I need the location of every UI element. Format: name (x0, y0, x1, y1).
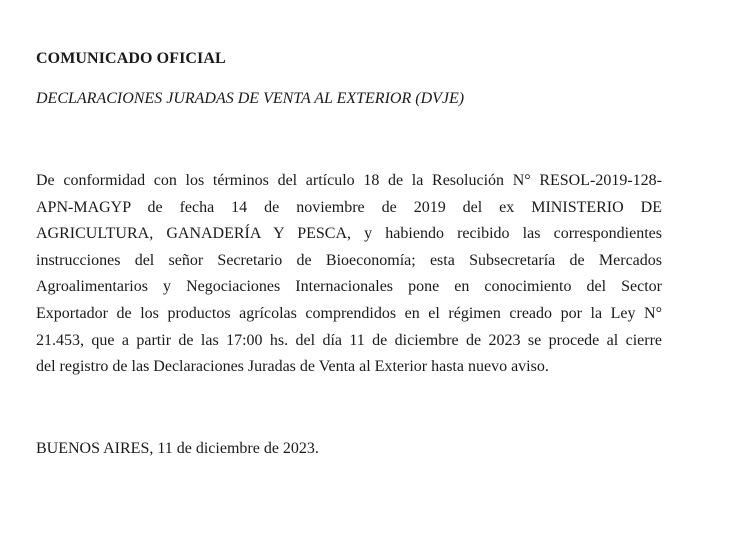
body-line: APN-MAGYP de fecha 14 de noviembre de 2019 del ex MINISTERIO DE (36, 198, 662, 216)
body-line: 21.453, que a partir de las 17:00 hs. del día 11 de diciembre de 2023 se procede al cierre (36, 331, 662, 349)
body-line: instrucciones del señor Secretario de Bioeconomía; esta Subsecretaría de Mercados (36, 251, 662, 269)
place-date: BUENOS AIRES, 11 de diciembre de 2023. (36, 440, 319, 457)
body-line: Agroalimentarios y Negociaciones Internacionales pone en conocimiento del Sector (36, 278, 662, 296)
document-subtitle: DECLARACIONES JURADAS DE VENTA AL EXTERIOR (DVJE) (36, 90, 465, 107)
body-line: De conformidad con los términos del artículo 18 de la Resolución N° RESOL-2019-128- (36, 172, 662, 189)
document-body (36, 168, 662, 381)
body-line: del registro de las Declaraciones Juradas de Venta al Exterior hasta nuevo aviso. (36, 358, 549, 376)
body-line: AGRICULTURA, GANADERÍA Y PESCA, y habiendo recibido las correspondientes (36, 225, 662, 243)
body-line: Exportador de los productos agrícolas comprendidos en el régimen creado por la Ley N° (36, 304, 662, 322)
document-title: COMUNICADO OFICIAL (36, 50, 226, 67)
